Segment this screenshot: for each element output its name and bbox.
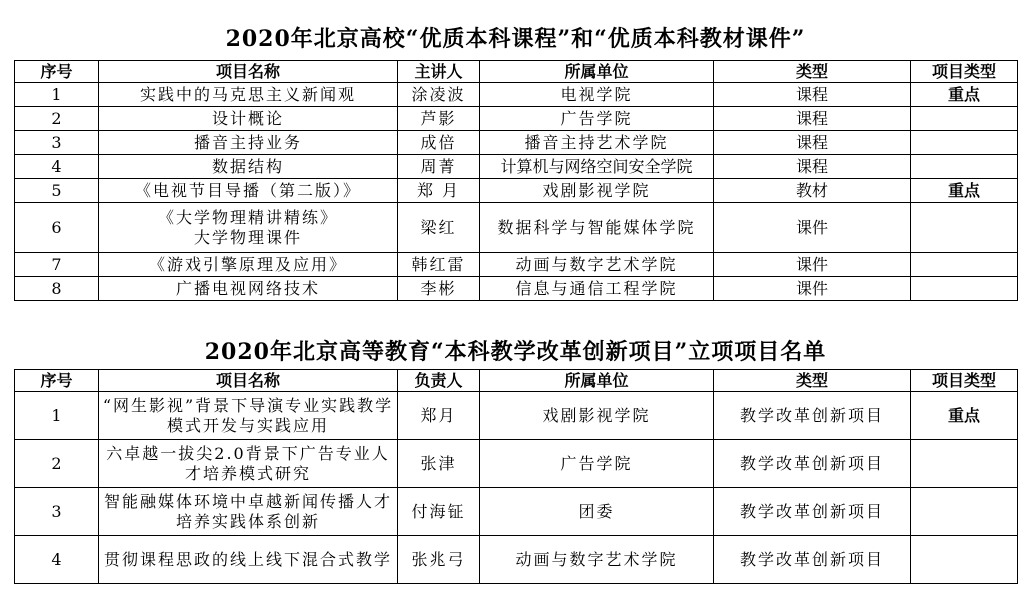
cell-lecturer: 梁红 [398, 203, 480, 253]
cell-no: 7 [15, 253, 99, 277]
cell-type: 课程 [714, 155, 911, 179]
cell-level [911, 107, 1018, 131]
cell-lead: 郑月 [398, 392, 480, 440]
cell-unit: 动画与数字艺术学院 [480, 253, 714, 277]
cell-unit: 动画与数字艺术学院 [480, 536, 714, 584]
cell-no: 3 [15, 131, 99, 155]
cell-level: 重点 [911, 83, 1018, 107]
cell-name: 六卓越一拔尖2.0背景下广告专业人才培养模式研究 [99, 440, 398, 488]
cell-lecturer: 李彬 [398, 277, 480, 301]
cell-name: 设计概论 [99, 107, 398, 131]
table-row [15, 155, 1018, 179]
cell-unit: 数据科学与智能媒体学院 [480, 203, 714, 253]
cell-name: “网生影视”背景下导演专业实践教学模式开发与实践应用 [99, 392, 398, 440]
cell-level [911, 203, 1018, 253]
cell-no: 2 [15, 107, 99, 131]
cell-no: 5 [15, 179, 99, 203]
header-lead: 负责人 [398, 370, 480, 392]
header-no: 序号 [15, 370, 99, 392]
cell-level: 重点 [911, 392, 1018, 440]
cell-type: 教学改革创新项目 [714, 536, 911, 584]
reform-projects-table [14, 369, 1018, 584]
cell-unit: 戏剧影视学院 [480, 392, 714, 440]
cell-type: 课程 [714, 131, 911, 155]
courses-table [14, 60, 1018, 301]
cell-unit: 电视学院 [480, 83, 714, 107]
header-name: 项目名称 [99, 61, 398, 83]
cell-type: 课件 [714, 203, 911, 253]
table-row [15, 392, 1018, 440]
cell-unit: 广告学院 [480, 107, 714, 131]
cell-level [911, 131, 1018, 155]
cell-level [911, 253, 1018, 277]
cell-lead: 付海钲 [398, 488, 480, 536]
cell-level [911, 277, 1018, 301]
cell-level [911, 488, 1018, 536]
header-level: 项目类型 [911, 61, 1018, 83]
cell-lecturer: 郑 月 [398, 179, 480, 203]
table-row [15, 131, 1018, 155]
header-unit: 所属单位 [480, 61, 714, 83]
cell-unit: 播音主持艺术学院 [480, 131, 714, 155]
cell-no: 1 [15, 392, 99, 440]
header-type: 类型 [714, 370, 911, 392]
cell-type: 课件 [714, 277, 911, 301]
cell-type: 教学改革创新项目 [714, 488, 911, 536]
cell-lecturer: 芦影 [398, 107, 480, 131]
cell-no: 4 [15, 536, 99, 584]
cell-no: 6 [15, 203, 99, 253]
cell-name-line2: 大学物理课件 [193, 227, 302, 247]
cell-type: 课程 [714, 83, 911, 107]
table-row [15, 488, 1018, 536]
header-no: 序号 [15, 61, 99, 83]
table-row [15, 277, 1018, 301]
cell-name-line1: 《大学物理精讲精练》 [157, 207, 338, 227]
cell-type: 教学改革创新项目 [714, 392, 911, 440]
cell-name: 实践中的马克思主义新闻观 [99, 83, 398, 107]
table-row [15, 107, 1018, 131]
cell-type: 课件 [714, 253, 911, 277]
cell-no: 1 [15, 83, 99, 107]
cell-no: 3 [15, 488, 99, 536]
cell-lecturer: 涂凌波 [398, 83, 480, 107]
cell-type: 教学改革创新项目 [714, 440, 911, 488]
cell-lead: 张兆弓 [398, 536, 480, 584]
cell-level: 重点 [911, 179, 1018, 203]
table2-title: 2020年北京高等教育“本科教学改革创新项目”立项项目名单 [204, 339, 827, 365]
cell-name: 贯彻课程思政的线上线下混合式教学 [99, 536, 398, 584]
table-row [15, 440, 1018, 488]
cell-unit: 信息与通信工程学院 [480, 277, 714, 301]
header-name: 项目名称 [99, 370, 398, 392]
cell-unit: 团委 [480, 488, 714, 536]
table-row [15, 253, 1018, 277]
cell-no: 2 [15, 440, 99, 488]
cell-name: 智能融媒体环境中卓越新闻传播人才培养实践体系创新 [99, 488, 398, 536]
cell-name: 《电视节目导播（第二版）》 [99, 179, 398, 203]
cell-lecturer: 周菁 [398, 155, 480, 179]
header-type: 类型 [714, 61, 911, 83]
table-row [15, 203, 1018, 253]
header-unit: 所属单位 [480, 370, 714, 392]
table1-title: 2020年北京高校“优质本科课程”和“优质本科教材课件” [225, 26, 806, 52]
cell-lecturer: 韩红雷 [398, 253, 480, 277]
table-row [15, 83, 1018, 107]
cell-unit: 广告学院 [480, 440, 714, 488]
header-level: 项目类型 [911, 370, 1018, 392]
cell-name [99, 203, 398, 253]
cell-type: 课程 [714, 107, 911, 131]
cell-lead: 张津 [398, 440, 480, 488]
cell-name: 广播电视网络技术 [99, 277, 398, 301]
cell-no: 8 [15, 277, 99, 301]
header-lecturer: 主讲人 [398, 61, 480, 83]
cell-unit: 计算机与网络空间安全学院 [480, 155, 714, 179]
cell-name: 播音主持业务 [99, 131, 398, 155]
table-row [15, 179, 1018, 203]
cell-unit: 戏剧影视学院 [480, 179, 714, 203]
table-row [15, 536, 1018, 584]
cell-level [911, 536, 1018, 584]
table-header-row [15, 61, 1018, 83]
cell-level [911, 155, 1018, 179]
cell-name: 数据结构 [99, 155, 398, 179]
cell-level [911, 440, 1018, 488]
cell-no: 4 [15, 155, 99, 179]
cell-name: 《游戏引擎原理及应用》 [99, 253, 398, 277]
cell-type: 教材 [714, 179, 911, 203]
table-header-row [15, 370, 1018, 392]
cell-lecturer: 成倍 [398, 131, 480, 155]
